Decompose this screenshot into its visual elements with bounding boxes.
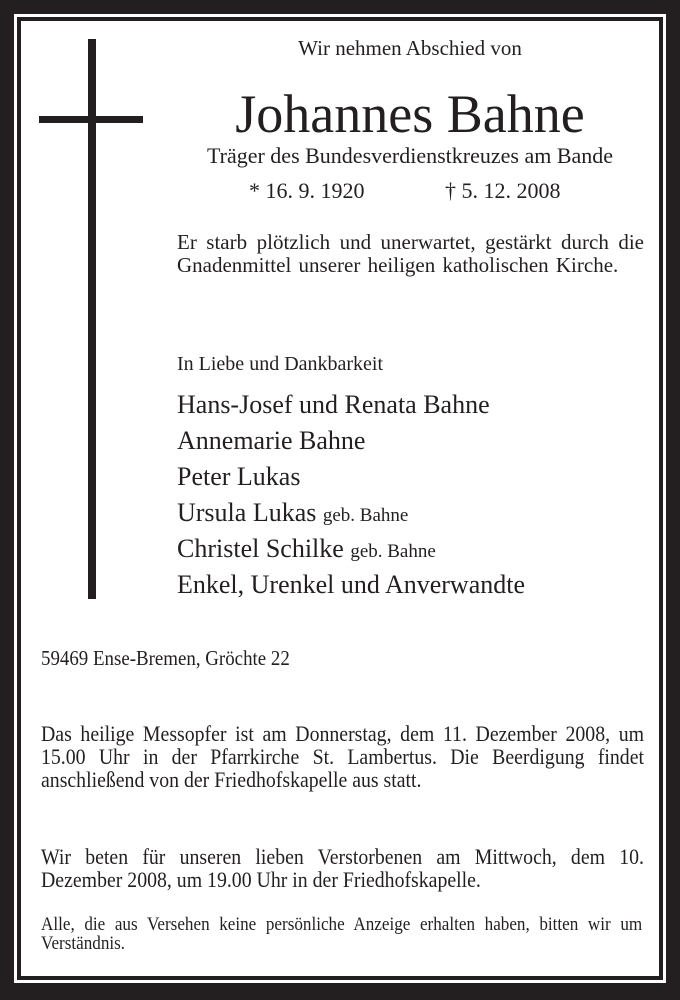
apology-note: Alle, die aus Versehen keine persönliche Anzeige erhalten haben, bitten wir um Verständnis.	[41, 914, 643, 954]
family-address: 59469 Ense-Bremen, Gröchte 22	[41, 646, 290, 670]
mourners-list	[177, 387, 525, 603]
mourner-name: Hans-Josef und Renata Bahne	[177, 390, 490, 419]
death-date: † 5. 12. 2008	[445, 178, 561, 203]
honor-line: Träger des Bundesverdienstkreuzes am Bande	[206, 143, 614, 168]
intro-line: Wir nehmen Abschied von	[298, 36, 522, 60]
cross-horizontal-bar	[39, 116, 143, 123]
mourner-name: Annemarie Bahne	[177, 426, 366, 455]
mourner-item	[177, 531, 525, 567]
mourner-item	[177, 459, 525, 495]
mourner-item	[177, 495, 525, 531]
mourner-item	[177, 567, 525, 603]
birth-date: * 16. 9. 1920	[249, 178, 365, 203]
mourner-item	[177, 423, 525, 459]
mourner-name: Ursula Lukas	[177, 498, 317, 527]
mourner-name: Peter Lukas	[177, 462, 301, 491]
cross-vertical-bar	[88, 39, 96, 599]
mourner-item	[177, 387, 525, 423]
deceased-name: Johannes Bahne	[235, 84, 585, 144]
closing-phrase: In Liebe und Dankbarkeit	[177, 353, 384, 375]
mourner-name: Enkel, Urenkel und Anverwandte	[177, 570, 526, 599]
death-statement: Er starb plötzlich und unerwartet, gestärkt durch die Gnadenmittel unserer heiligen katholischen Kirche.	[177, 230, 644, 277]
mass-info: Das heilige Messopfer ist am Donnerstag, dem 11. Dezember 2008, um 15.00 Uhr in der Pfarrkirche St. Lambertus. Die Beerdigung findet anschließend von der Friedhofskapelle aus statt.	[41, 721, 644, 792]
mourner-name: Christel Schilke	[177, 534, 344, 563]
mourner-nee: geb. Bahne	[322, 505, 409, 526]
prayer-info: Wir beten für unseren lieben Verstorbenen am Mittwoch, dem 10. Dezember 2008, um 19.00 Uhr in der Friedhofskapelle.	[41, 844, 644, 892]
mourner-nee: geb. Bahne	[350, 541, 436, 562]
